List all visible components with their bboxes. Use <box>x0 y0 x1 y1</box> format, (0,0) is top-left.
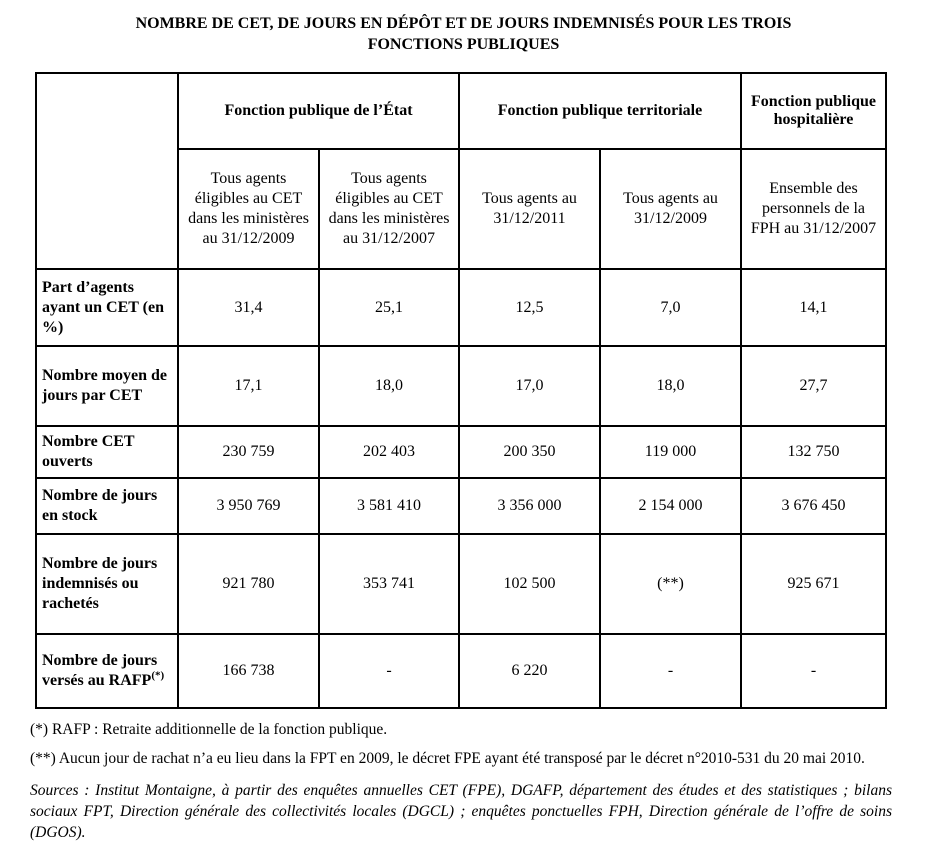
page-title <box>0 0 927 55</box>
row-label: Part d’agents ayant un CET (en %) <box>36 269 178 346</box>
table-cell: 31,4 <box>178 269 319 346</box>
table-cell: 102 500 <box>459 534 600 634</box>
table-cell: 25,1 <box>319 269 459 346</box>
table-cell: 17,0 <box>459 346 600 426</box>
row-label: Nombre de jours indemnisés ou rachetés <box>36 534 178 634</box>
table-cell: 2 154 000 <box>600 478 741 534</box>
table-row <box>36 534 886 634</box>
table-cell: 921 780 <box>178 534 319 634</box>
table-cell: 7,0 <box>600 269 741 346</box>
rafp-footnote-marker: (*) <box>151 669 165 682</box>
column-header-fpt-2009: Tous agents au 31/12/2009 <box>600 149 741 269</box>
table-cell: 17,1 <box>178 346 319 426</box>
table-cell: - <box>741 634 886 708</box>
column-header-fpe-2007: Tous agents éligibles au CET dans les ministères au 31/12/2007 <box>319 149 459 269</box>
group-header-fpt: Fonction publique territoriale <box>459 73 741 149</box>
table-cell: - <box>600 634 741 708</box>
footnote-fpt-rachat: (**) Aucun jour de rachat n’a eu lieu dans la FPT en 2009, le décret FPE ayant été transposé par le décret n°2010-531 du 20 mai 2010. <box>30 750 865 767</box>
footnote-rafp: (*) RAFP : Retraite additionnelle de la fonction publique. <box>30 721 388 738</box>
table-cell: 3 356 000 <box>459 478 600 534</box>
group-header-fph: Fonction publique hospitalière <box>741 73 886 149</box>
row-label-text: Nombre de jours versés au RAFP <box>42 652 158 689</box>
row-label: Nombre CET ouverts <box>36 426 178 478</box>
table-cell: 353 741 <box>319 534 459 634</box>
sources-paragraph: Sources : Institut Montaigne, à partir des enquêtes annuelles CET (FPE), DGAFP, département des études et des statistiques ; bilans sociaux FPT, Direction générale des collectivités locales (DGCL) ; enquêtes ponctuelles FPH, Direction générale de l’offre de soins (DGOS). <box>30 782 892 841</box>
row-label: Nombre moyen de jours par CET <box>36 346 178 426</box>
column-header-fpt-2011: Tous agents au 31/12/2011 <box>459 149 600 269</box>
cet-data-table <box>35 72 887 709</box>
page-title-line-2: FONCTIONS PUBLIQUES <box>367 36 560 53</box>
table-row <box>36 478 886 534</box>
table-cell: 18,0 <box>319 346 459 426</box>
table-cell: 27,7 <box>741 346 886 426</box>
table-cell: 3 676 450 <box>741 478 886 534</box>
table-row <box>36 346 886 426</box>
table-cell: 119 000 <box>600 426 741 478</box>
table-row <box>36 634 886 708</box>
table-cell: 3 950 769 <box>178 478 319 534</box>
column-header-fph-2007: Ensemble des personnels de la FPH au 31/12/2007 <box>741 149 886 269</box>
group-header-fpe: Fonction publique de l’État <box>178 73 459 149</box>
table-corner-cell <box>36 73 178 269</box>
row-label: Nombre de jours en stock <box>36 478 178 534</box>
notes-section <box>30 720 892 843</box>
table-cell: 132 750 <box>741 426 886 478</box>
table-cell: 6 220 <box>459 634 600 708</box>
table-cell: (**) <box>600 534 741 634</box>
table-cell: 230 759 <box>178 426 319 478</box>
table-group-header-row <box>36 73 886 149</box>
table-row <box>36 426 886 478</box>
column-header-fpe-2009: Tous agents éligibles au CET dans les ministères au 31/12/2009 <box>178 149 319 269</box>
table-cell: 166 738 <box>178 634 319 708</box>
table-cell: - <box>319 634 459 708</box>
table-cell: 202 403 <box>319 426 459 478</box>
page-title-line-1: NOMBRE DE CET, DE JOURS EN DÉPÔT ET DE JOURS INDEMNISÉS POUR LES TROIS <box>135 15 792 32</box>
table-cell: 925 671 <box>741 534 886 634</box>
table-cell: 12,5 <box>459 269 600 346</box>
row-label <box>36 634 178 708</box>
table-cell: 18,0 <box>600 346 741 426</box>
table-cell: 3 581 410 <box>319 478 459 534</box>
table-cell: 14,1 <box>741 269 886 346</box>
table-row <box>36 269 886 346</box>
table-cell: 200 350 <box>459 426 600 478</box>
